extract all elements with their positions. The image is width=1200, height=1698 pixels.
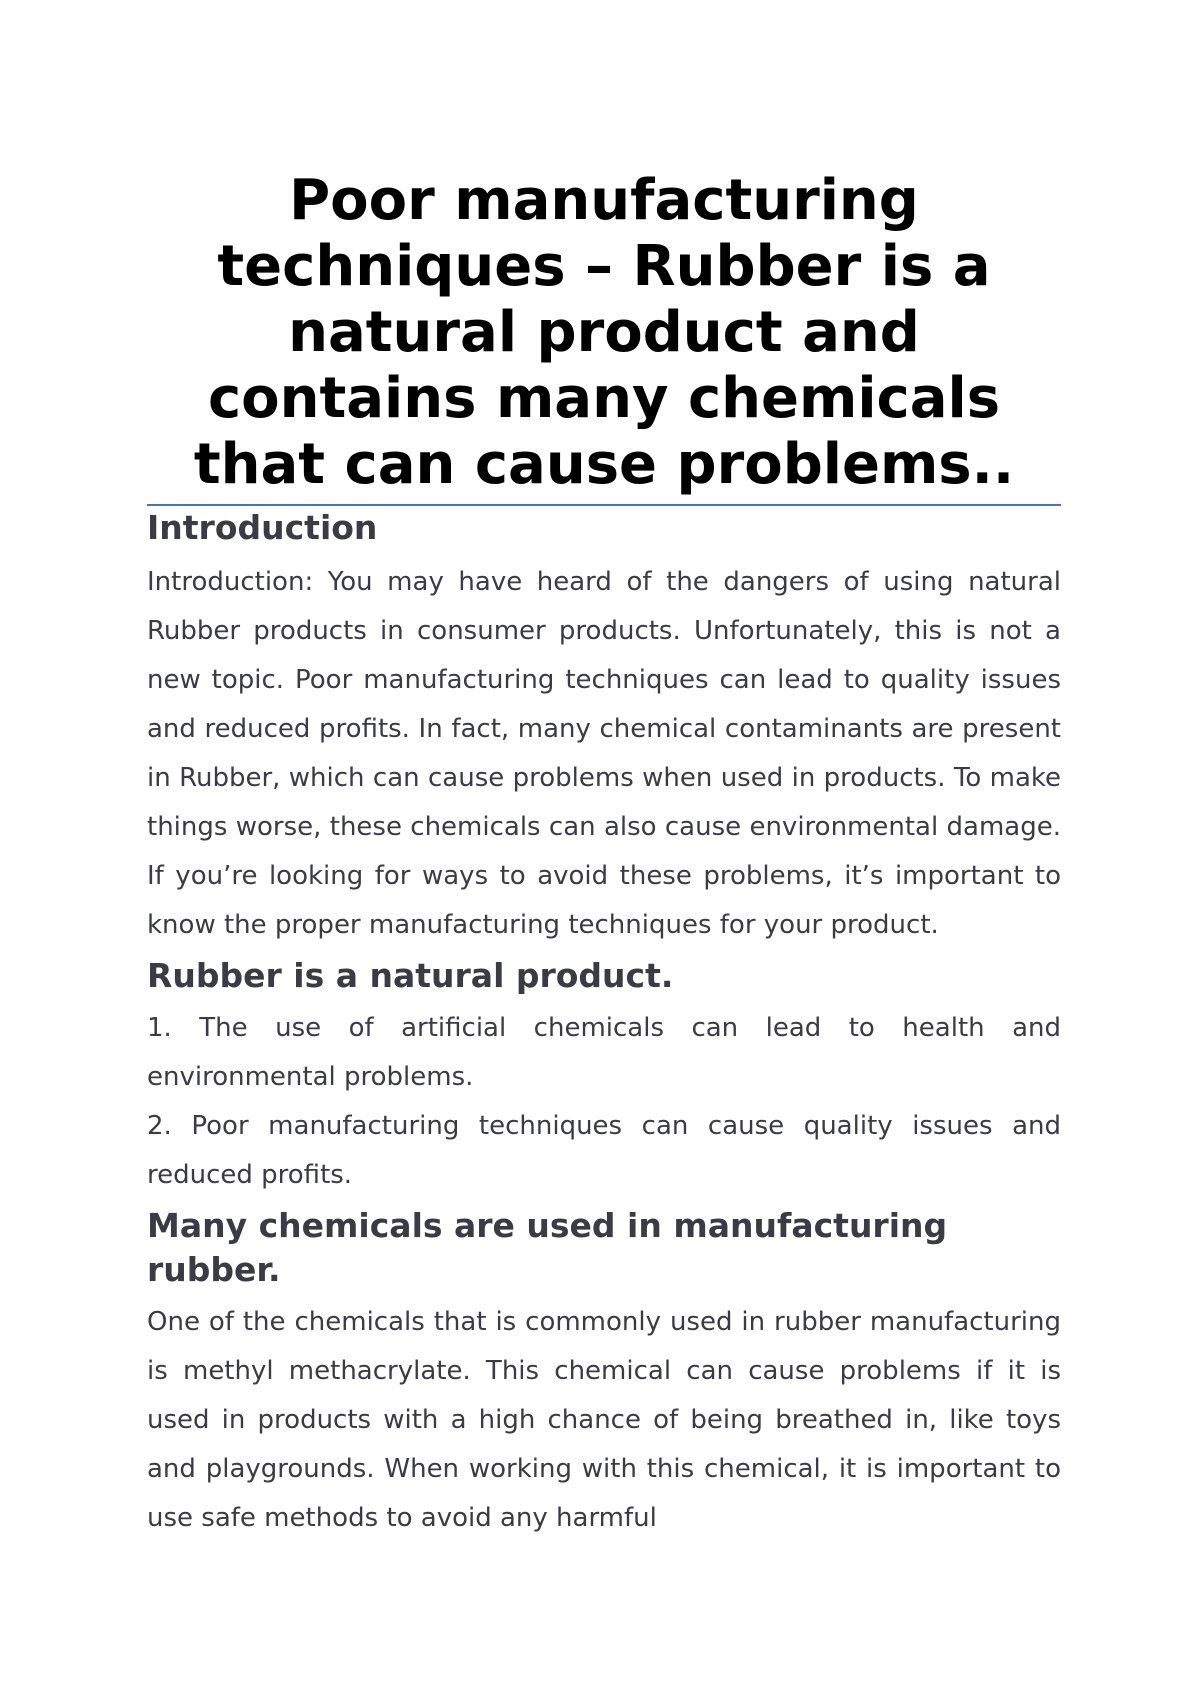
- document-title: Poor manufacturing techniques – Rubber is a natural product and contains many chemicals that can cause problems..: [147, 168, 1061, 506]
- list-item: [147, 1004, 1061, 1102]
- introduction-paragraph: Introduction: You may have heard of the dangers of using natural Rubber products in consumer products. Unfortunately, this is not a new topic. Poor manufacturing techniques can lead to quality issues and reduced profits. In fact, many chemical contaminants are present in Rubber, which can cause problems when used in products. To make things worse, these chemicals can also cause environmental damage. If you’re looking for ways to avoid these problems, it’s important to know the proper manufacturing techniques for your product.: [147, 567, 1061, 940]
- introduction-heading: Introduction: [147, 508, 378, 547]
- natural-product-heading: Rubber is a natural product.: [147, 956, 674, 995]
- chemicals-heading: Many chemicals are used in manufacturing rubber.: [147, 1206, 948, 1289]
- list-item: [147, 1102, 1061, 1200]
- chemicals-paragraph: One of the chemicals that is commonly used in rubber manufacturing is methyl methacrylate. This chemical can cause problems if it is used in products with a high chance of being breathed in, like toys and playgrounds. When working with this chemical, it is important to use safe methods to avoid any harmful: [147, 1307, 1061, 1533]
- list-item-number: 2.: [147, 1111, 172, 1141]
- list-item-text: The use of artificial chemicals can lead to health and environmental problems.: [147, 1013, 1061, 1092]
- list-item-text: Poor manufacturing techniques can cause quality issues and reduced profits.: [147, 1111, 1061, 1190]
- list-item-number: 1.: [147, 1013, 172, 1043]
- document-content: [147, 168, 1061, 1543]
